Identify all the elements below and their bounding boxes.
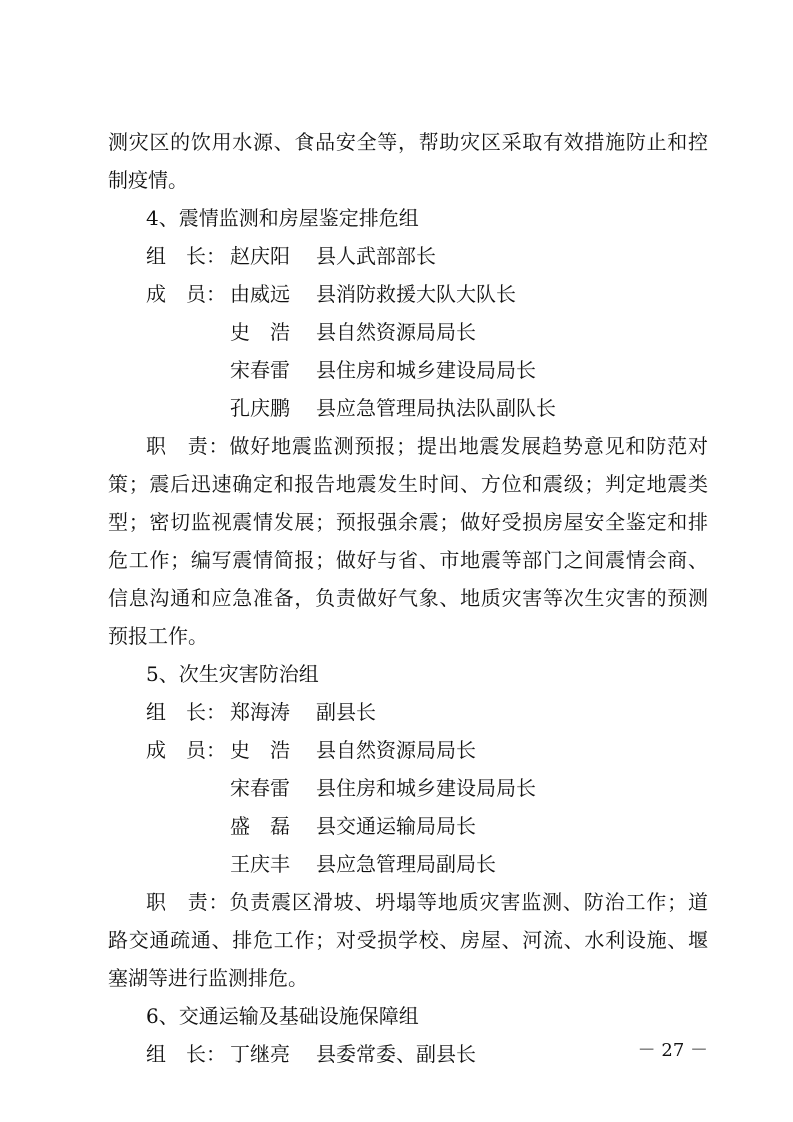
- members-label: 成 员：: [146, 282, 226, 306]
- leader-title: 县委常委、副县长: [316, 1042, 476, 1066]
- paragraph-line: 测灾区的饮用水源、食品安全等，帮助灾区采取有效措施防止和控: [108, 130, 708, 154]
- leader-title: 县人武部部长: [316, 244, 436, 268]
- member-name: 孔庆鹏: [230, 396, 290, 420]
- member-title: 县消防救援大队大队长: [316, 282, 516, 306]
- leader-name: 郑海涛: [230, 700, 290, 724]
- leader-name: 丁继亮: [230, 1042, 290, 1066]
- member-name: 由威远: [230, 282, 290, 306]
- duty-line: 塞湖等进行监测排危。: [108, 966, 308, 990]
- duty-line: 策；震后迅速确定和报告地震发生时间、方位和震级；判定地震类: [108, 472, 708, 496]
- member-name: 盛 磊: [230, 814, 290, 838]
- page-number: － 27 －: [637, 1040, 708, 1061]
- member-title: 县住房和城乡建设局局长: [316, 776, 536, 800]
- member-title: 县自然资源局局长: [316, 320, 476, 344]
- duty-line: 信息沟通和应急准备，负责做好气象、地质灾害等次生灾害的预测: [108, 586, 708, 610]
- member-name: 宋春雷: [230, 358, 290, 382]
- leader-label: 组 长：: [146, 1042, 226, 1066]
- member-name: 王庆丰: [230, 852, 290, 876]
- member-name: 宋春雷: [230, 776, 290, 800]
- leader-name: 赵庆阳: [230, 244, 290, 268]
- section-heading: 5、次生灾害防治组: [146, 662, 319, 686]
- member-title: 县应急管理局副局长: [316, 852, 496, 876]
- paragraph-line: 制疫情。: [108, 168, 188, 192]
- section-heading: 6、交通运输及基础设施保障组: [146, 1004, 419, 1028]
- leader-label: 组 长：: [146, 700, 226, 724]
- duty-line: 危工作；编写震情简报；做好与省、市地震等部门之间震情会商、: [108, 548, 708, 572]
- member-title: 县交通运输局局长: [316, 814, 476, 838]
- members-label: 成 员：: [146, 738, 226, 762]
- duty-line: 职 责：做好地震监测预报；提出地震发展趋势意见和防范对: [146, 434, 708, 458]
- member-title: 县自然资源局局长: [316, 738, 476, 762]
- leader-label: 组 长：: [146, 244, 226, 268]
- member-name: 史 浩: [230, 320, 290, 344]
- duty-line: 路交通疏通、排危工作；对受损学校、房屋、河流、水利设施、堰: [108, 928, 708, 952]
- duty-line: 预报工作。: [108, 624, 208, 648]
- member-title: 县应急管理局执法队副队长: [316, 396, 556, 420]
- duty-line: 型；密切监视震情发展；预报强余震；做好受损房屋安全鉴定和排: [108, 510, 708, 534]
- section-heading: 4、震情监测和房屋鉴定排危组: [146, 206, 419, 230]
- leader-title: 副县长: [316, 700, 376, 724]
- member-name: 史 浩: [230, 738, 290, 762]
- member-title: 县住房和城乡建设局局长: [316, 358, 536, 382]
- duty-line: 职 责：负责震区滑坡、坍塌等地质灾害监测、防治工作；道: [146, 890, 708, 914]
